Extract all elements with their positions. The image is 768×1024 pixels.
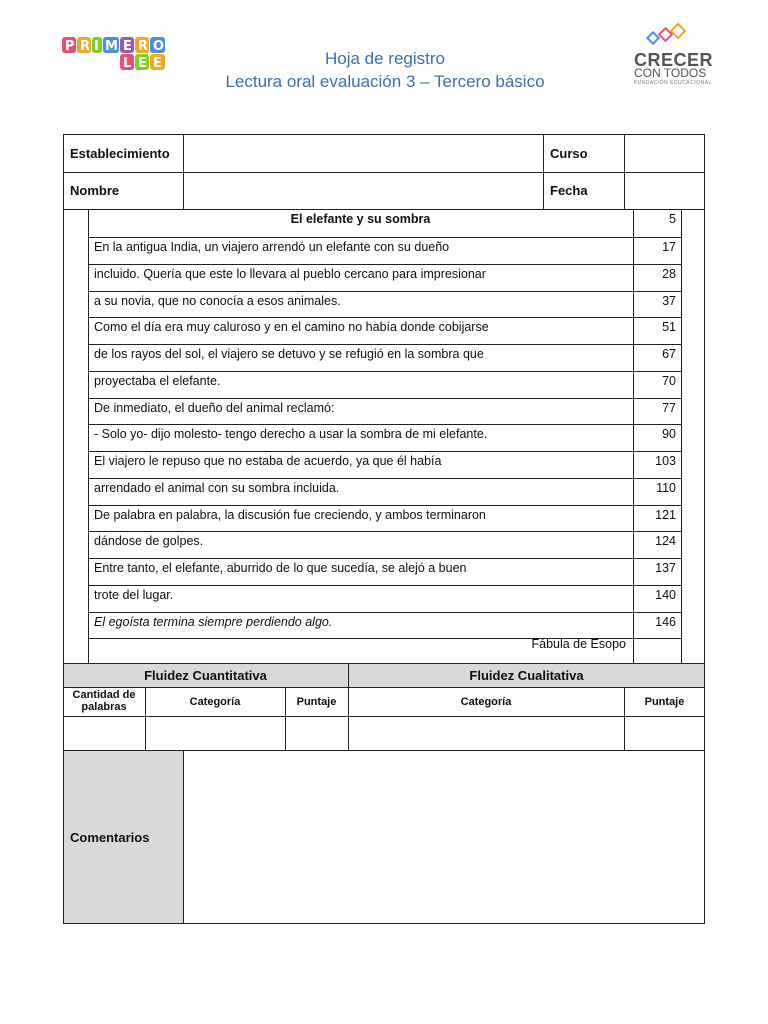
cantidad-palabras-field[interactable] xyxy=(64,717,144,749)
svg-text:P: P xyxy=(65,39,75,54)
title-line-1: Hoja de registro xyxy=(324,49,445,68)
categoria-cuantitativa-field[interactable] xyxy=(146,717,284,749)
reading-line-count: 140 xyxy=(655,587,676,602)
col-puntaje-cuantitativa: Puntaje xyxy=(296,696,337,708)
reading-line-count: 77 xyxy=(662,400,676,415)
svg-text:E: E xyxy=(123,39,132,54)
col-puntaje-cualitativa: Puntaje xyxy=(644,696,685,708)
fecha-field[interactable] xyxy=(625,173,704,208)
puntaje-cualitativa-field[interactable] xyxy=(625,717,704,749)
reading-row-divider xyxy=(88,558,681,559)
reading-row-divider xyxy=(88,612,681,613)
reading-source: Fábula de Esopo xyxy=(531,637,626,651)
establecimiento-label: Establecimiento xyxy=(70,146,170,161)
reading-line-count: 90 xyxy=(662,427,676,442)
reading-line-text: Como el día era muy caluroso y en el camino no había donde cobijarse xyxy=(94,320,489,335)
fluidez-cualitativa-title: Fluidez Cualitativa xyxy=(469,668,584,683)
reading-row-divider xyxy=(88,344,681,345)
title-line-2: Lectura oral evaluación 3 – Tercero básico xyxy=(225,72,545,91)
logo-crecer-text: CRECER xyxy=(634,50,714,70)
curso-label: Curso xyxy=(550,146,588,161)
col-categoria-cualitativa: Categoría xyxy=(460,696,512,708)
reading-title-count: 5 xyxy=(669,212,676,226)
reading-line-count: 67 xyxy=(662,347,676,361)
reading-line-count: 124 xyxy=(655,534,676,549)
reading-line-text: trote del lugar. xyxy=(94,587,174,602)
reading-line-count: 121 xyxy=(655,507,676,522)
comentarios-label: Comentarios xyxy=(70,830,150,845)
document-title xyxy=(170,48,600,94)
establecimiento-field[interactable] xyxy=(184,135,542,171)
reading-line-count: 103 xyxy=(655,454,676,468)
comentarios-field[interactable] xyxy=(184,751,704,923)
reading-line-text: a su novia, que no conocía a esos animales. xyxy=(94,293,341,308)
reading-row-divider xyxy=(88,317,681,318)
reading-line-count: 17 xyxy=(662,240,676,254)
reading-line-text: En la antigua India, un viajero arrendó un elefante con su dueño xyxy=(94,240,450,254)
svg-text:O: O xyxy=(153,39,165,54)
reading-line-text: dándose de golpes. xyxy=(94,534,204,549)
curso-field[interactable] xyxy=(625,135,704,171)
reading-row-divider xyxy=(88,478,681,479)
reading-row-divider xyxy=(88,371,681,372)
reading-row-divider xyxy=(88,505,681,506)
reading-line-text: de los rayos del sol, el viajero se detuvo y se refugió en la sombra que xyxy=(94,347,484,361)
nombre-field[interactable] xyxy=(184,173,542,208)
svg-text:R: R xyxy=(138,39,149,54)
reading-line-text: arrendado el animal con su sombra incluida. xyxy=(94,480,340,495)
reading-line-text: De palabra en palabra, la discusión fue creciendo, y ambos terminaron xyxy=(94,507,486,522)
col-categoria-cuantitativa: Categoría xyxy=(189,696,241,708)
reading-row-divider xyxy=(88,451,681,452)
reading-line-text: El viajero le repuso que no estaba de acuerdo, ya que él había xyxy=(94,454,442,468)
reading-row-divider xyxy=(88,585,681,586)
reading-line-text: incluido. Quería que este lo llevara al pueblo cercano para impresionar xyxy=(94,266,486,281)
reading-row-divider xyxy=(88,531,681,532)
categoria-cualitativa-field[interactable] xyxy=(349,717,623,749)
svg-text:L: L xyxy=(123,56,132,71)
primero-lee-logo xyxy=(60,34,170,74)
reading-line-count: 146 xyxy=(655,614,676,629)
logo-fundacion-text: FUNDACIÓN EDUCACIONAL xyxy=(634,80,712,86)
fluidez-cuantitativa-title: Fluidez Cuantitativa xyxy=(144,668,267,683)
puntaje-cuantitativa-field[interactable] xyxy=(286,717,347,749)
reading-line-text: De inmediato, el dueño del animal reclamó: xyxy=(94,400,335,415)
nombre-label: Nombre xyxy=(70,183,120,198)
reading-row-divider xyxy=(88,424,681,425)
svg-text:M: M xyxy=(105,39,118,54)
reading-line-count: 28 xyxy=(662,266,676,281)
svg-text:E: E xyxy=(138,56,147,71)
reading-line-count: 70 xyxy=(662,373,676,388)
svg-text:E: E xyxy=(153,56,162,71)
svg-text:R: R xyxy=(80,39,91,54)
reading-line-count: 110 xyxy=(656,480,676,495)
reading-line-count: 37 xyxy=(662,293,676,308)
reading-row-divider xyxy=(88,291,681,292)
reading-title: El elefante y su sombra xyxy=(290,212,431,226)
reading-row-divider xyxy=(88,264,681,265)
reading-line-text: proyectaba el elefante. xyxy=(94,373,221,388)
reading-line-text: - Solo yo- dijo molesto- tengo derecho a usar la sombra de mi elefante. xyxy=(94,427,488,442)
reading-line-count: 137 xyxy=(655,561,676,575)
fecha-label: Fecha xyxy=(550,183,588,198)
logo-con-todos-text: CON TODOS xyxy=(634,66,707,80)
reading-line-text: Entre tanto, el elefante, aburrido de lo que sucedía, se alejó a buen xyxy=(94,561,467,575)
reading-line-count: 51 xyxy=(662,320,676,335)
reading-row-divider xyxy=(88,398,681,399)
svg-text:I: I xyxy=(94,39,99,54)
col-cantidad-palabras: Cantidad de palabras xyxy=(72,689,136,713)
reading-line-text: El egoísta termina siempre perdiendo algo. xyxy=(94,614,333,629)
